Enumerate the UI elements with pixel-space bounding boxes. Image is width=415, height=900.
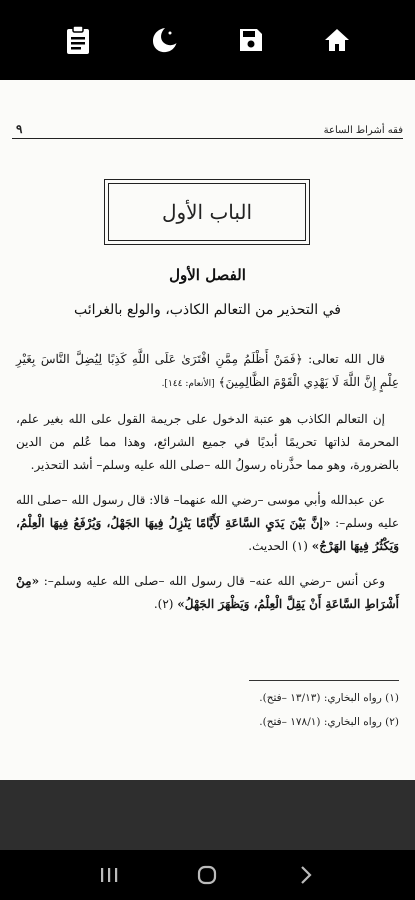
paragraph-quran: قال الله تعالى: ﴿فَمَنْ أَظْلَمُ مِمَّنِ افْتَرَىٰ عَلَى اللَّهِ كَذِبًا لِيُضِلَّ النَّاسَ بِغَيْرِ عِلْمٍ إِنَّ اللَّهَ لَا يَهْدِي الْقَوْمَ الظَّالِمِينَ﴾ [الأنعام: ١٤٤]. <box>16 352 399 389</box>
chapter-title-box <box>108 183 306 241</box>
home-button[interactable] <box>315 18 359 62</box>
home-nav-button[interactable] <box>187 855 227 895</box>
recents-button[interactable] <box>89 855 129 895</box>
section-subtitle: في التحذير من التعالم الكاذب، والولع بالغرائب <box>74 302 341 318</box>
home-icon <box>323 27 351 53</box>
running-title: فقه أشراط الساعة <box>323 125 403 136</box>
chapter-title: الباب الأول <box>161 200 253 224</box>
page-header <box>12 118 403 139</box>
page-number: ٩ <box>16 122 23 136</box>
recents-icon <box>99 866 119 884</box>
night-mode-button[interactable] <box>142 18 186 62</box>
save-button[interactable] <box>229 18 273 62</box>
system-nav-bar <box>0 850 415 900</box>
moon-icon <box>149 25 179 55</box>
footnote-divider <box>249 680 399 681</box>
footnote: (١) رواه البخاري: (١٣/١٣ –فتح). <box>259 692 399 704</box>
back-nav-button[interactable] <box>286 855 326 895</box>
page-body <box>16 348 399 628</box>
footnote: (٢) رواه البخاري: (١٧٨/١ –فتح). <box>259 716 399 728</box>
section-title: الفصل الأول <box>169 266 246 284</box>
footnotes <box>16 686 399 734</box>
bookmarks-button[interactable] <box>56 18 100 62</box>
clipboard-icon <box>65 25 91 55</box>
home-circle-icon <box>196 864 218 886</box>
paragraph-hadith-2: وعن أنس –رضي الله عنه– قال رسول الله –صلى الله عليه وسلم–: «مِنْ أَشْرَاطِ السَّاعَةِ أَنْ يَقِلَّ الْعِلْمُ، وَيَظْهَرَ الجَهْلُ» (٢). <box>16 574 399 611</box>
paragraph-intro: إن التعالم الكاذب هو عتبة الدخول على جريمة القول على الله بغير علم، المحرمة لذاتها تحريمًا أبديًا في جميع الشرائع، وهذا مما عُلم من الدين بالضرورة، وهو مما حذَّرناه رسولُ الله –صلى الله عليه وسلم– أشد التحذير. <box>16 412 399 472</box>
bottom-panel <box>0 780 415 850</box>
book-page[interactable] <box>0 80 415 780</box>
top-toolbar <box>0 0 415 80</box>
paragraph-hadith-1: عن عبدالله وأبي موسى –رضي الله عنهما– قالا: قال رسول الله –صلى الله عليه وسلم–: «إنَّ بَيْنَ يَدَيِ السَّاعَةِ لَأَيَّامًا يَنْزِلُ فِيهَا الجَهْلُ، وَيُرْفَعُ فِيهَا الْعِلْمُ، وَيَكْثُرُ فِيهَا الهَرْجُ» (١) الحديث. <box>16 493 399 553</box>
back-chevron-icon <box>298 865 314 885</box>
save-icon <box>238 27 264 53</box>
